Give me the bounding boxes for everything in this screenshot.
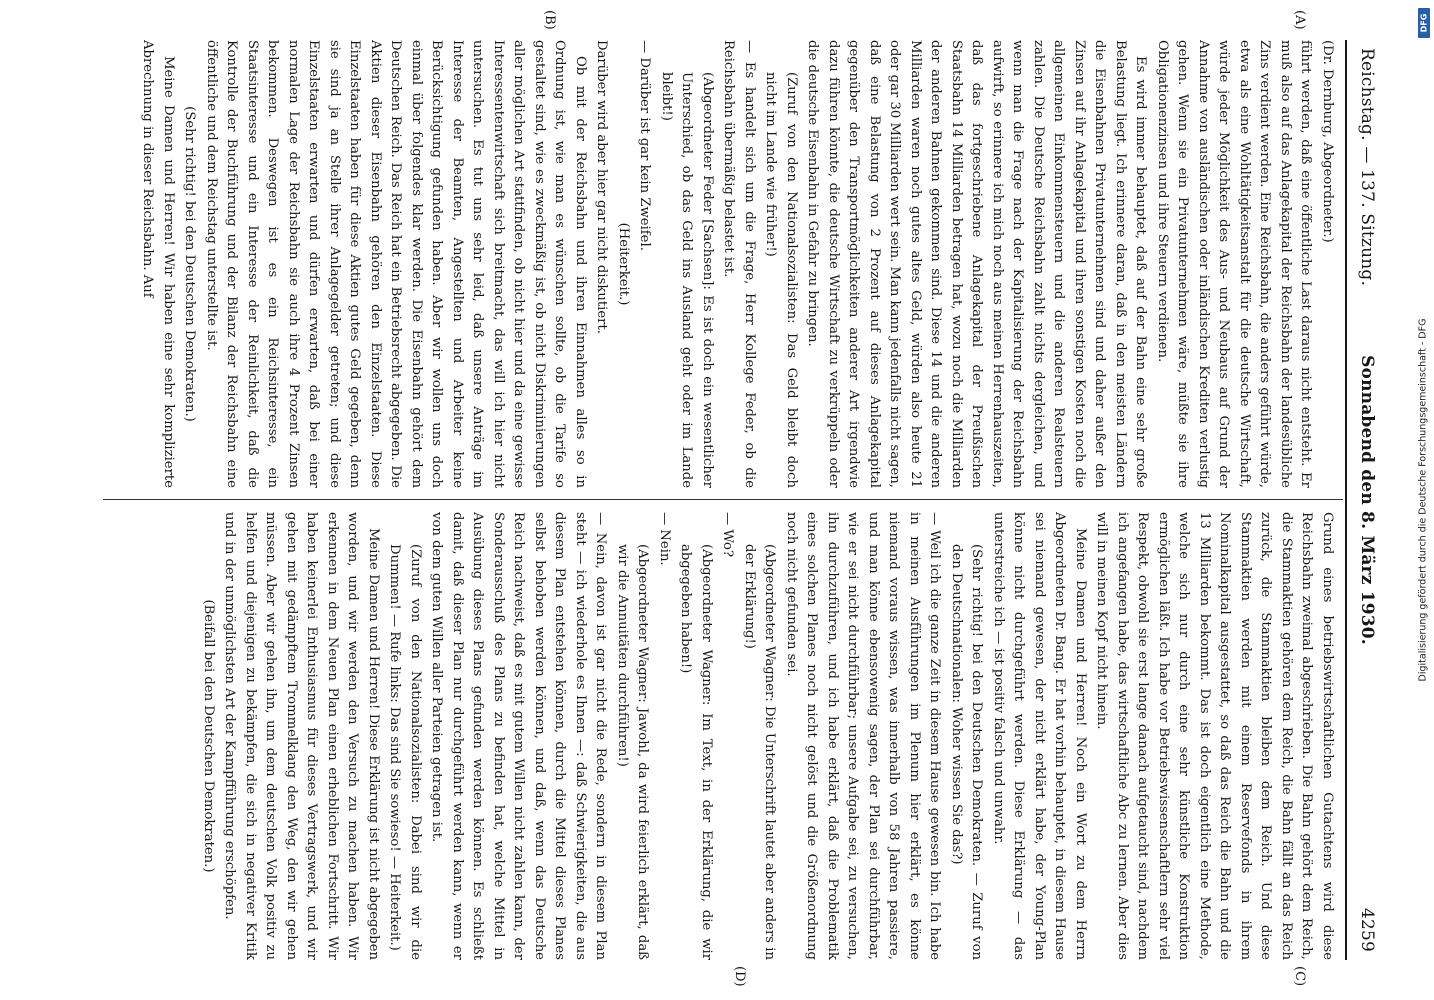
running-head-date: Sonnabend den 8. März 1930. xyxy=(1357,355,1377,645)
page-number: 4259 xyxy=(1357,907,1377,952)
margin-letter-c: (C) xyxy=(1292,966,1307,987)
digitization-credit xyxy=(1415,10,1431,990)
margin-letter-a: (A) xyxy=(1292,10,1307,30)
interjection: (Abgeordneter Feder [Sachsen]: Es ist doch ein wesentlicher Unterschied, ob das Geld ins Ausland geht oder im Lande bleibt!) xyxy=(659,72,715,488)
paragraph: Ob mit der Reichsbahn und ihren Einnahmen alles so in Ordnung ist, wie man es wünschen sollte, ob die Tarife so gestaltet sind, wie es zweckmäßig ist, ob nicht Diskriminierungen aller möglichen Art stattfinden, ob nicht hier und da eine gewisse Interessentenwirtschaft sich breitmacht, das will ich hier nicht untersuchen. Es tut uns sehr leid, daß unsere Anträge im Interesse der Beamten, Angestellten und Arbeiter keine Berücksichtigung gefunden haben. Aber wir wollen uns doch einmal über folgendes klar werden. Die Eisenbahn gehört dem Deutschen Reich. Das Reich hat ein Betriebsrecht abgegeben. Die Aktien dieser Eisenbahn gehören den Einzelstaaten. Diese Einzelstaaten haben für diese Aktien gutes Geld gegeben, denn sie sind ja an Stelle ihrer Anlagegelder getreten; und diese Einzelstaaten erwarten und dürfen erwarten, daß bei einer normalen Lage der Reichsbahn sie auch ihre 4 Prozent Zinsen bekommen. Deswegen ist es ein Reichsinteresse, ein Staatsinteresse und ein Interesse der Reinlichkeit, daß die Kontrolle der Buchführung und der Bilanz der Reichsbahn eine öffentliche und dem Reichstag unterstellte ist. xyxy=(204,40,588,488)
margin-letter-b: (B) xyxy=(542,10,557,30)
credit-text: Digitalisierung gefördert durch die Deutsche Forschungsgemeinschaft - DFG xyxy=(1417,318,1429,682)
dfg-logo-text: DFG xyxy=(1419,13,1429,33)
text-column-left xyxy=(77,40,1337,488)
interjection: (Zuruf von den Nationalsozialisten: Das Geld bleibt doch nicht im Lande wie früher!) xyxy=(763,72,799,488)
interjection: (Abgeordneter Wagner: Jawohl, da wird feierlich erklärt, daß wir die Annuitäten durchführen!) xyxy=(615,544,651,960)
paragraph: Meine Damen und Herren! Diese Erklärung ist nicht abgegeben worden, und wir werden den Versuch zu machen haben. Wir erkennen in dem Neuen Plan einen erheblichen Fortschritt. Wir haben keinerlei Enthusiasmus für dieses Vertragswerk, und wir gehen mit gedämpftem Trommelklang den Weg, den wir gehen müssen. Aber wir gehen ihn, um dem deutschen Volk positiv zu helfen und diejenigen zu bekämpfen, die sich in negativer Kritik und in der unmöglichsten Art der Kampfführung erschöpfen. xyxy=(222,512,381,960)
dfg-logo xyxy=(1418,8,1430,38)
paragraph: — Es handelt sich um die Frage, Herr Kollege Feder, ob die Reichsbahn übermäßig belastet ist. xyxy=(721,40,757,488)
running-head-left: Reichstag. — 137. Sitzung. xyxy=(1357,48,1377,287)
paragraph: Darüber wird aber hier gar nicht diskutiert. xyxy=(594,40,610,334)
text-column-right xyxy=(77,512,1337,960)
paragraph: — Weil ich die ganze Zeit in diesem Hause gewesen bin. Ich habe in meinen Ausführungen im Plenum hier erklärt, es könne niemand voraus wissen, was innerhalb von 58 Jahren passiere, und man könne ebensowenig sagen, der Plan sei durchführbar, wie er sei nicht durchführbar; unsere Aufgabe sei, zu versuchen, ihn durchzuführen, und ich habe erklärt, daß die Problematik eines solchen Planes noch nicht gelöst und die Größenordnung noch nicht gefunden sei. xyxy=(784,512,943,960)
paragraph: Es wird immer behauptet, daß auf der Bahn eine sehr große Belastung liegt. Ich erinnere daran, daß in den meisten Ländern die Eisenbahnen Privatunternehmen sind und daher außer den Zinsen auf ihr Anlagekapital und ihren sonstigen Kosten noch die allgemeinen Einkommensteuern und die anderen Realsteuern zahlen. Die Deutsche Reichsbahn zahlt nichts dergleichen, und wenn man die Frage nach der Kapitalisierung der Reichsbahn aufwirft, so erinnere ich mich noch aus meinen Herrenhauszeiten, daß das fortgeschriebene Anlagekapital der Preußischen Staatsbahn 14 Milliarden betragen hat, wozu noch die Milliarden der anderen Bahnen gekommen sind. Diese 14 und die anderen Milliarden waren noch gutes altes Geld, würden also heute 21 oder gar 30 Milliarden wert sein. Man kann jedenfalls nicht sagen, daß eine Belastung von 2 Prozent auf dieses Anlagekapital gegenüber den Transportmöglichkeiten anderer Art irgendwie dazu führen könnte, die deutsche Wirtschaft zu verkrüppeln oder die deutsche Eisenbahn in Gefahr zu bringen. xyxy=(805,40,1149,488)
header-rule xyxy=(1345,40,1347,960)
interjection: (Sehr richtig! bei den Deutschen Demokraten. — Zuruf von den Deutschnationalen: Woher wissen Sie das?) xyxy=(949,544,985,960)
interjection: (Abgeordneter Wagner: Die Unterschrift lautet aber anders in der Erklärung!) xyxy=(742,544,778,960)
running-head xyxy=(1349,40,1387,960)
interjection: (Heiterkeit.) xyxy=(616,222,631,306)
paragraph: Meine Damen und Herren! Wir haben eine sehr komplizierte Abrechnung in dieser Reichsbahn. Auf xyxy=(140,40,176,488)
interjection: (Zuruf von den Nationalsozialisten: Dabei sind wir die Dummen! — Rufe links: Das sind Sie sowieso! — Heiterkeit.) xyxy=(387,544,423,960)
paragraph: Meine Damen und Herren! Noch ein Wort zu dem Herrn Abgeordneten Dr. Bang. Er hat vorhin behauptet, in diesem Hause sei niemand gewesen, der nicht erklärt habe, der Young-Plan könne nicht durchgeführt werden. Diese Erklärung — das unterstreiche ich — ist positiv falsch und unwahr. xyxy=(991,512,1088,960)
paragraph: — Nein. xyxy=(657,512,672,566)
speaker-attribution: (Dr. Dernburg, Abgeordneter.) xyxy=(1320,40,1335,243)
interjection: (Beifall bei den Deutschen Demokraten.) xyxy=(201,599,216,873)
paragraph: — Nein, davon ist gar nicht die Rede, sondern in diesem Plan steht — ich wiederhole es Ihnen —: daß Schwierigkeiten, die aus diesem Plan entstehen können, durch die Mittel dieses Planes selbst behoben werden können, und daß, wenn das Deutsche Reich nachweist, daß es mit gutem Willen nicht zahlen kann, der Sonderausschuß des Plans zu befinden hat, welche Mittel in Ausübung dieses Plans gefunden werden können. Es schließt damit, daß dieser Plan nur durchgeführt werden kann, wenn er von dem guten Willen aller Parteien getragen ist. xyxy=(429,512,609,960)
interjection: (Sehr richtig! bei den Deutschen Demokraten.) xyxy=(182,106,198,422)
paragraph: — Darüber ist gar kein Zweifel. xyxy=(637,40,653,251)
paragraph: führt werden, daß eine öffentliche Last daraus nicht entsteht. Er muß also auf das Anlagekapital der Reichsbahn der landesübliche Zins verdient werden. Eine Reichsbahn, die anders geführt würde, etwa als eine Wohltätigkeitsanstalt für die deutsche Wirtschaft, würde jeder Möglichkeit des Aus- und Neubaus auf Grund der Annahme von ausländischen oder inländischen Krediten verlustig gehen. Wenn sie ein Privatunternehmen wäre, müßte sie ihre Obligationenzinsen und ihre Steuern verdienen. xyxy=(1155,40,1314,488)
margin-letter-d: (D) xyxy=(732,966,747,987)
rotated-document-page xyxy=(47,10,1387,987)
column-divider xyxy=(103,499,1343,500)
paragraph: — Wo? xyxy=(720,512,736,558)
paragraph: Grund eines betriebswirtschaftlichen Gutachtens wird diese Reichsbahn zweimal abgeschrieben. Die Bahn gehört dem Reich, die Stammaktien gehören dem Reich, die Bahn fällt an das Reich zurück, die Stammaktien bleiben dem Reich. Und diese Stammaktien werden mit einem Reservefonds in ihrem Nominalkapital ausgestattet, so daß das Reich die Bahn und die 13 Milliarden bekommt. Das ist doch eigentlich eine Methode, welche sich nur durch eine sehr künstliche Konstruktion ermöglichen läßt. Ich habe vor Betriebswissenschaftlern sehr viel Respekt, obwohl sie erst lange danach aufgetaucht sind, nachdem ich angefangen habe, das wirtschaftliche Abc zu lernen. Aber dies will in meinen Kopf nicht hinein. xyxy=(1094,512,1335,960)
interjection: (Abgeordneter Wagner: Im Text, in der Erklärung, die wir abgegeben haben!) xyxy=(678,544,714,960)
